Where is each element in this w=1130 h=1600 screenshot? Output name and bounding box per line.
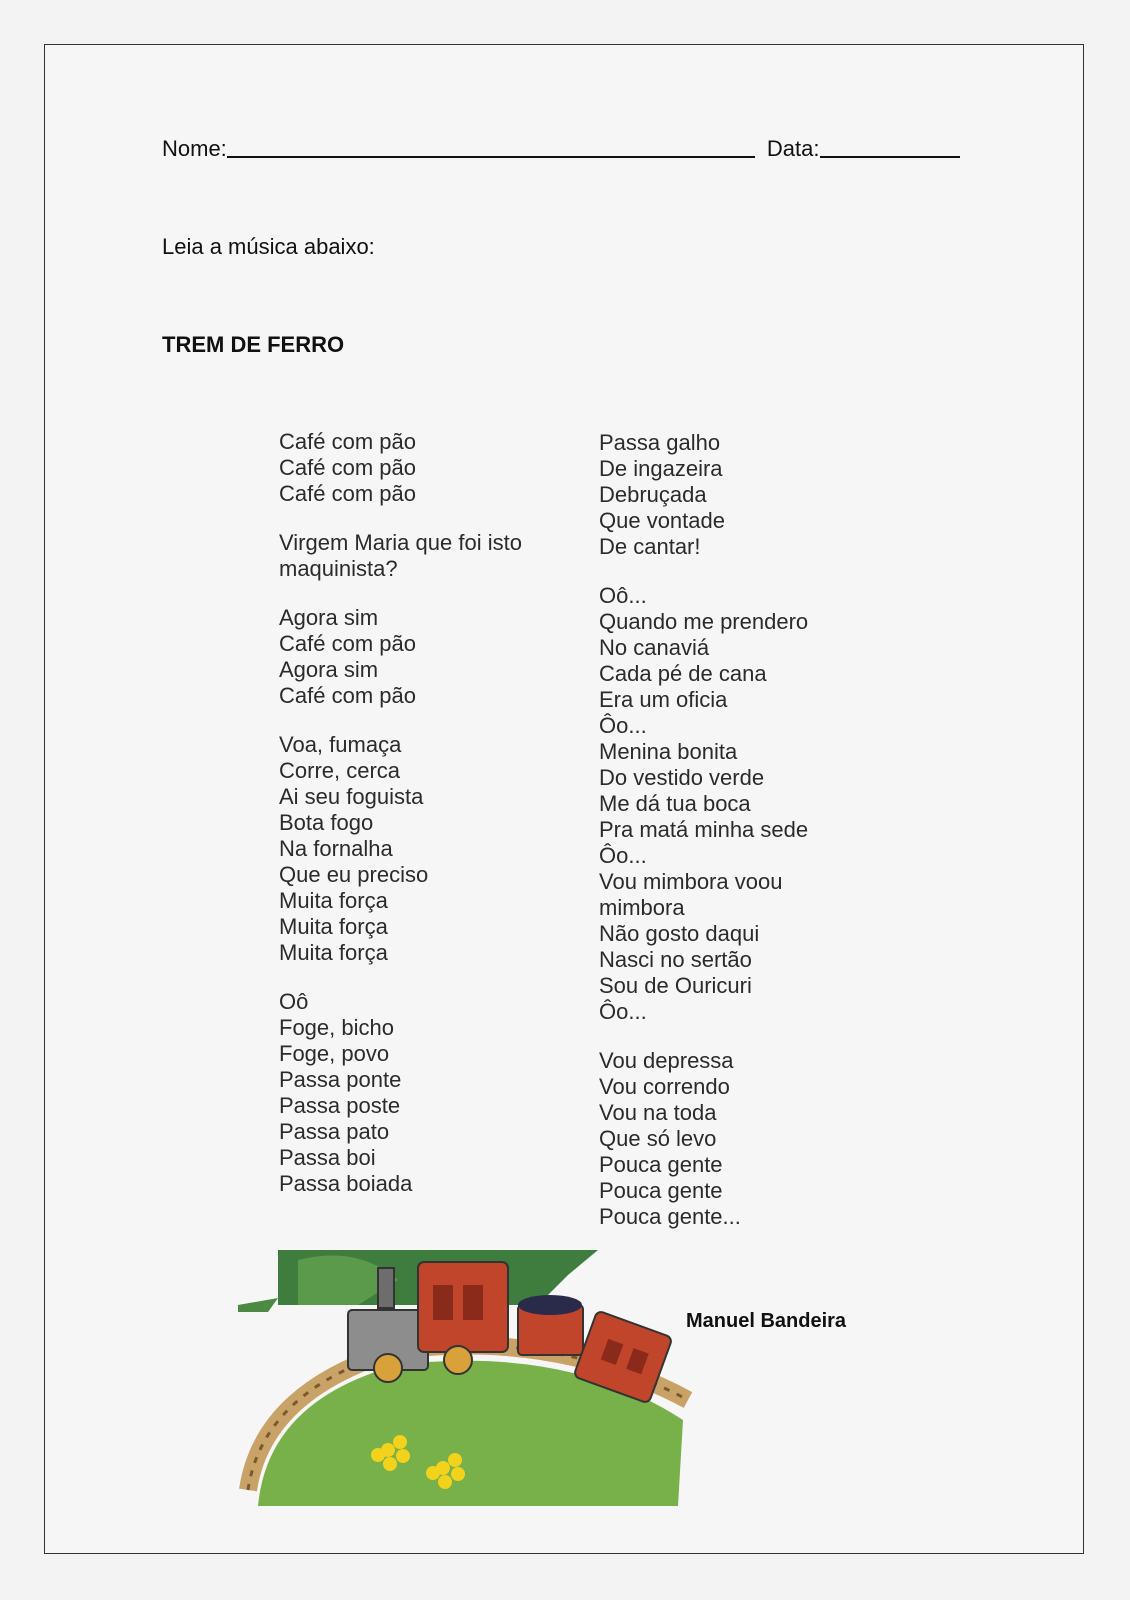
poem-verse: Agora sim [279, 657, 379, 682]
cartoon-train-on-hill-icon [238, 1250, 698, 1506]
poem-verse: Ôo... [599, 843, 647, 868]
poem-stanza [599, 1048, 808, 1230]
poem-verse: Debruçada [599, 482, 707, 507]
poem-verse: Que vontade [599, 508, 725, 533]
poem-verse: Foge, bicho [279, 1015, 394, 1040]
poem-verse: Passa poste [279, 1093, 401, 1118]
poem-verse: Ôo... [599, 713, 647, 738]
poem-verse: Muita força [279, 888, 388, 913]
poem-verse: Virgem Maria que foi isto [279, 530, 522, 555]
date-blank-line [820, 136, 960, 158]
poem-verse: Foge, povo [279, 1041, 390, 1066]
poem-stanza [279, 530, 522, 582]
poem-title: TREM DE FERRO [162, 332, 345, 357]
poem-verse: Ai seu foguista [279, 784, 424, 809]
header-row [162, 136, 960, 162]
poem-verse: Agora sim [279, 605, 379, 630]
poem-verse: Cada pé de cana [599, 661, 767, 686]
name-blank-line [227, 136, 755, 158]
poem-stanza [279, 429, 522, 507]
poem-stanza [599, 583, 808, 1025]
date-label: Data: [766, 136, 820, 161]
poem-verse: De ingazeira [599, 456, 723, 481]
poem-verse: Pouca gente [599, 1152, 723, 1177]
poem-verse: Café com pão [279, 683, 416, 708]
poem-verse: Bota fogo [279, 810, 374, 835]
torn-edge [238, 1298, 278, 1312]
poem-verse: Que eu preciso [279, 862, 429, 887]
poem-verse: maquinista? [279, 556, 398, 581]
poem-verse: Não gosto daqui [599, 921, 760, 946]
poem-stanza [279, 989, 522, 1197]
poem-verse: Passa galho [599, 430, 721, 455]
name-label: Nome: [162, 136, 227, 161]
poem-left-column [279, 429, 522, 1220]
poem-verse: Muita força [279, 940, 388, 965]
poem-verse: Que só levo [599, 1126, 717, 1151]
poem-verse: Era um oficia [599, 687, 728, 712]
poem-verse: Vou na toda [599, 1100, 717, 1125]
poem-verse: Vou mimbora voou [599, 869, 783, 894]
poem-verse: Me dá tua boca [599, 791, 751, 816]
poem-verse: Nasci no sertão [599, 947, 752, 972]
poem-verse: Muita força [279, 914, 388, 939]
poem-verse: Pouca gente... [599, 1204, 741, 1229]
poem-verse: Ôo... [599, 999, 647, 1024]
poem-verse: No canaviá [599, 635, 710, 660]
poem-verse: Passa ponte [279, 1067, 402, 1092]
poem-verse: Corre, cerca [279, 758, 401, 783]
poem-author: Manuel Bandeira [686, 1310, 847, 1332]
poem-verse: Café com pão [279, 455, 416, 480]
poem-verse: mimbora [599, 895, 685, 920]
poem-verse: Voa, fumaça [279, 732, 402, 757]
poem-verse: Vou correndo [599, 1074, 730, 1099]
poem-verse: Menina bonita [599, 739, 738, 764]
poem-verse: Passa pato [279, 1119, 390, 1144]
poem-stanza [279, 605, 522, 709]
poem-stanza [599, 430, 808, 560]
poem-verse: Pra matá minha sede [599, 817, 809, 842]
poem-verse: De cantar! [599, 534, 701, 559]
poem-verse: Café com pão [279, 429, 416, 454]
poem-verse: Pouca gente [599, 1178, 723, 1203]
poem-verse: Sou de Ouricuri [599, 973, 752, 998]
poem-verse: Café com pão [279, 481, 416, 506]
poem-right-column [599, 430, 808, 1253]
poem-verse: Passa boiada [279, 1171, 413, 1196]
poem-verse: Do vestido verde [599, 765, 765, 790]
poem-verse: Oô [279, 989, 309, 1014]
poem-verse: Quando me prendero [599, 609, 809, 634]
poem-verse: Oô... [599, 583, 647, 608]
poem-verse: Na fornalha [279, 836, 393, 861]
coal-wagon [518, 1295, 583, 1355]
poem-verse: Vou depressa [599, 1048, 734, 1073]
poem-verse: Café com pão [279, 631, 416, 656]
poem-verse: Passa boi [279, 1145, 376, 1170]
poem-stanza [279, 732, 522, 966]
instruction-text: Leia a música abaixo: [162, 234, 375, 259]
